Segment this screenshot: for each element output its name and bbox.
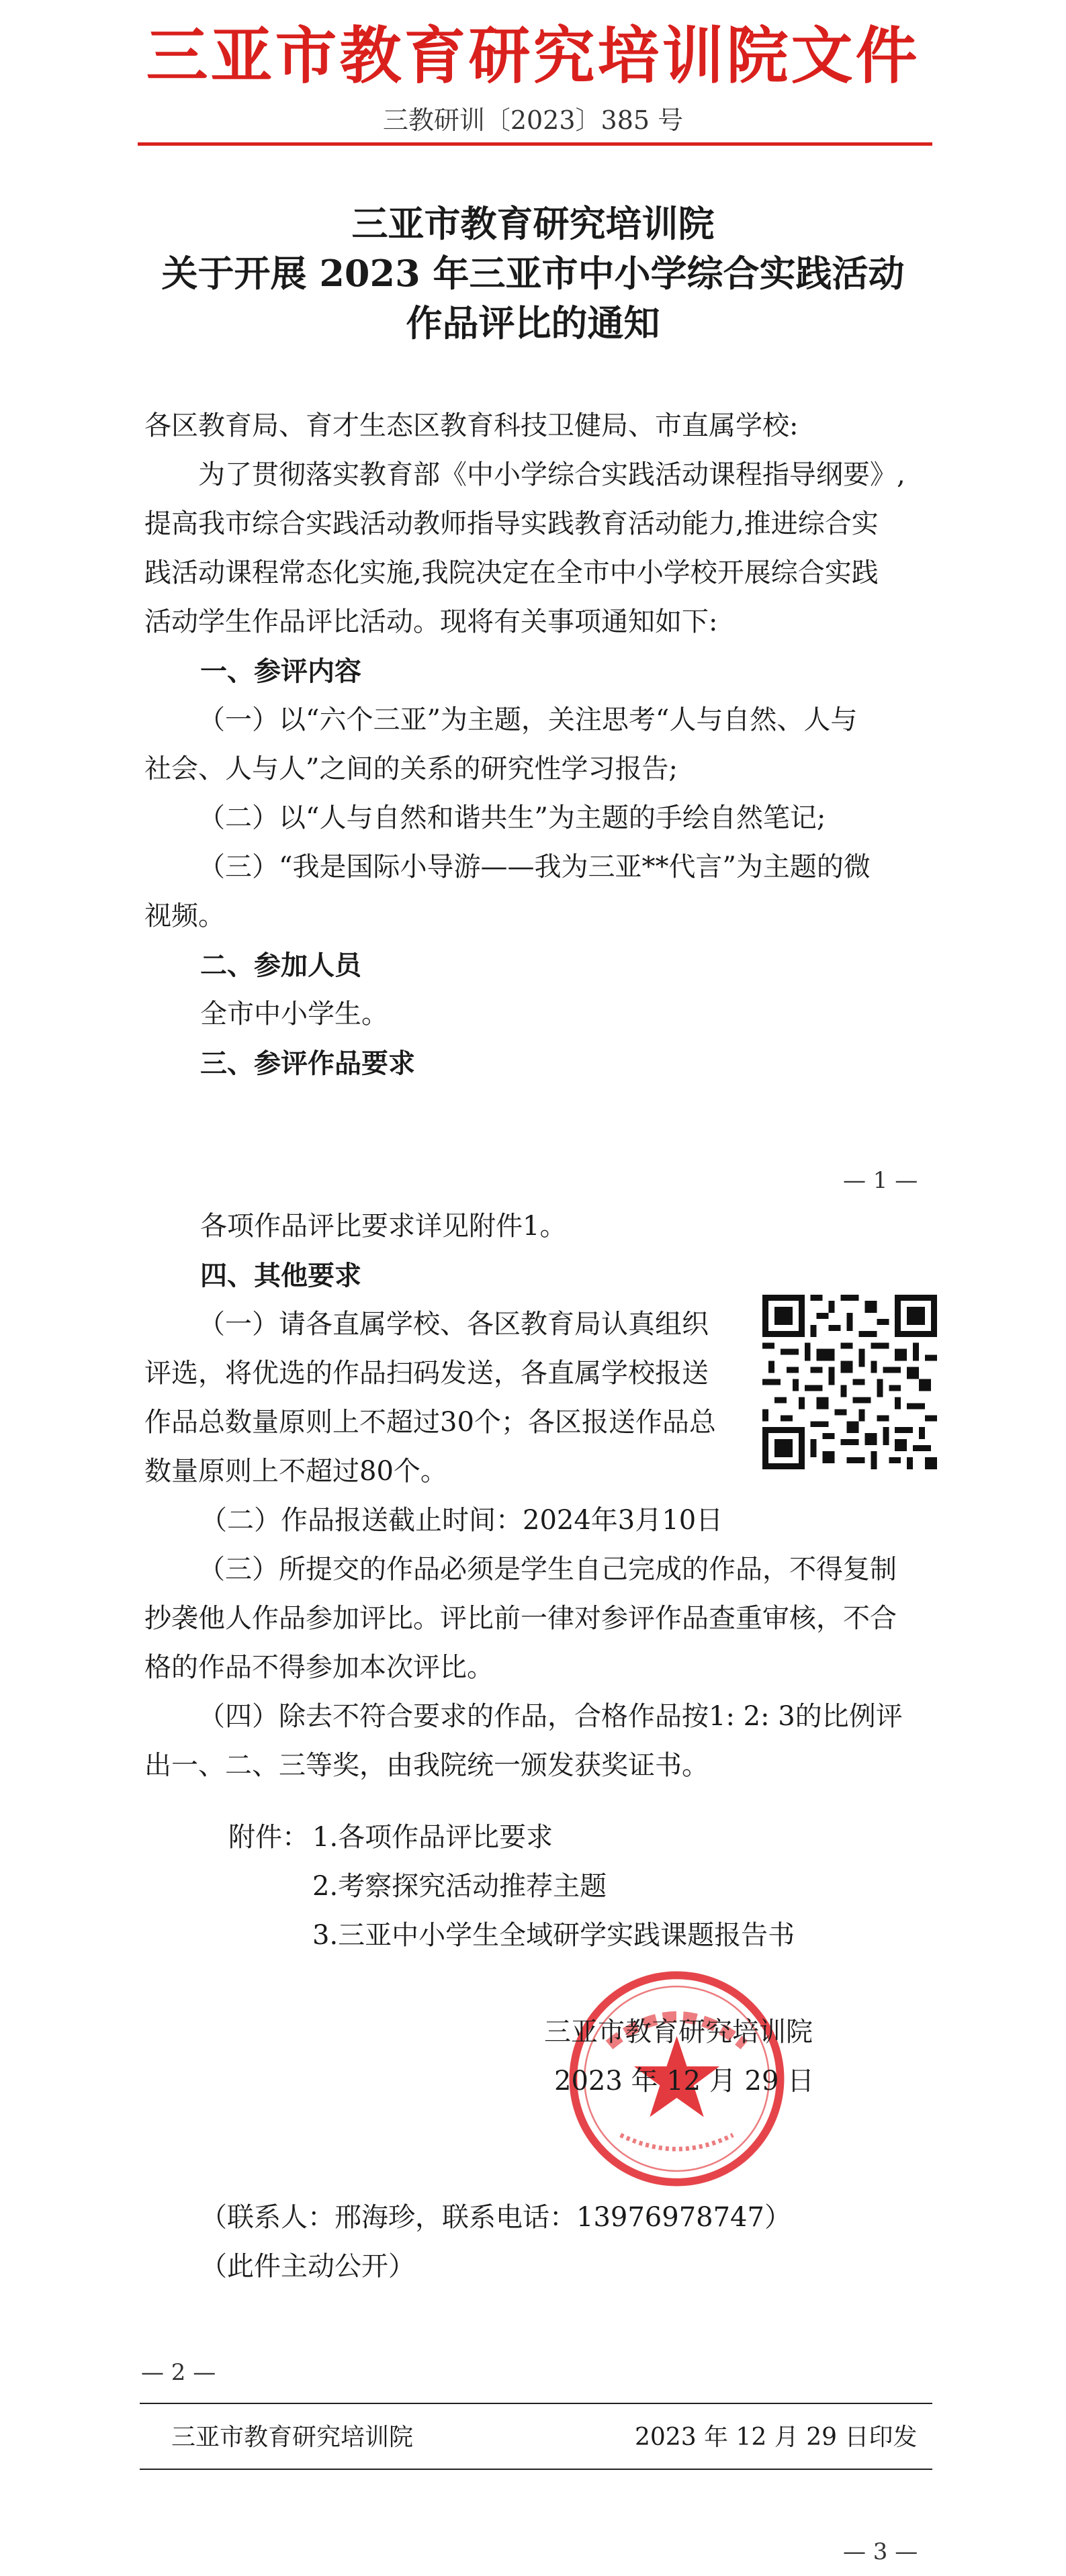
intro-line: 践活动课程常态化实施,我院决定在全市中小学校开展综合实践 (144, 557, 879, 588)
signature-org: 三亚市教育研究培训院 (544, 2017, 813, 2048)
attachment-item-1: 1.各项作品评比要求 (312, 1822, 553, 1853)
section4-item4 (144, 1692, 937, 1790)
section3-text: 各项作品评比要求详见附件1。 (200, 1211, 567, 1242)
qr-code-icon[interactable] (762, 1295, 937, 1469)
public-note: （此件主动公开） (200, 2251, 415, 2282)
attachments-label: 附件： (228, 1822, 309, 1853)
document-header-title: 三亚市教育研究培训院文件 (146, 19, 920, 92)
section4-item3-line: （三）所提交的作品必须是学生自己完成的作品，不得复制 (198, 1554, 897, 1585)
section4-item3-line: 抄袭他人作品参加评比。评比前一律对参评作品查重审核，不合 (144, 1603, 897, 1634)
notice-title-line3: 作品评比的通知 (406, 302, 660, 344)
section4-title: 四、其他要求 (200, 1260, 361, 1291)
section4-item4-line: （四）除去不符合要求的作品，合格作品按1: 2: 3的比例评 (198, 1701, 903, 1732)
footer-issuer: 三亚市教育研究培训院 (171, 2424, 414, 2451)
section1-title: 一、参评内容 (200, 655, 361, 687)
document-number: 三教研训〔2023〕385 号 (382, 105, 684, 135)
section1-line: （二）以“人与自然和谐共生”为主题的手绘自然笔记; (198, 802, 826, 833)
section4-item1-line: 数量原则上不超过80个。 (144, 1456, 447, 1487)
addressee: 各区教育局、育才生态区教育科技卫健局、市直属学校: (144, 410, 799, 441)
section4-item4-line: 出一、二、三等奖，由我院统一颁发获奖证书。 (144, 1750, 709, 1781)
section4-item3 (144, 1545, 937, 1692)
notice-title-line1: 三亚市教育研究培训院 (351, 202, 715, 245)
notice-title (0, 199, 1066, 348)
notice-title-line2: 关于开展 2023 年三亚市中小学综合实践活动 (161, 252, 905, 295)
section1-line: 社会、人与人”之间的关系的研究性学习报告; (144, 753, 678, 784)
footer-bottom-rule (140, 2469, 932, 2470)
intro-line: 为了贯彻落实教育部《中小学综合实践活动课程指导纲要》, (198, 459, 905, 490)
attachment-item-2: 2.考察探究活动推荐主题 (312, 1871, 607, 1902)
section1-line: 视频。 (144, 901, 225, 931)
section4-item3-line: 格的作品不得参加本次评比。 (144, 1652, 494, 1683)
page-number-1: — 1 — (843, 1167, 918, 1194)
page-number-3: — 3 — (843, 2538, 918, 2565)
section1-items (144, 696, 937, 941)
section4-item1-line: 评选，将优选的作品扫码发送，各直属学校报送 (144, 1358, 709, 1389)
contact-line: （联系人：邢海珍，联系电话：13976978747） (200, 2202, 791, 2233)
header-red-rule (138, 142, 932, 146)
section2-title: 二、参加人员 (200, 950, 361, 981)
section3-title: 三、参评作品要求 (200, 1048, 415, 1079)
section4-item1 (144, 1300, 749, 1496)
intro-line: 活动学生作品评比活动。现将有关事项通知如下: (144, 606, 718, 637)
attachments-list (312, 1813, 795, 1960)
intro-line: 提高我市综合实践活动教师指导实践教育活动能力,推进综合实 (144, 508, 879, 539)
section4-item1-line: （一）请各直属学校、各区教育局认真组织 (198, 1309, 709, 1340)
section1-line: （一）以“六个三亚”为主题，关注思考“人与自然、人与 (198, 704, 858, 735)
section4-item1-line: 作品总数量原则上不超过30个；各区报送作品总 (144, 1407, 716, 1438)
footer-print-date: 2023 年 12 月 29 日印发 (635, 2424, 918, 2451)
signature-date: 2023 年 12 月 29 日 (554, 2066, 815, 2097)
section2-text: 全市中小学生。 (200, 999, 388, 1029)
intro-paragraph (144, 451, 937, 647)
section4-item2: （二）作品报送截止时间：2024年3月10日 (200, 1505, 723, 1536)
attachment-item-3: 3.三亚中小学生全域研学实践课题报告书 (312, 1920, 795, 1951)
page-number-2: — 2 — (141, 2359, 216, 2386)
section1-line: （三）“我是国际小导游——我为三亚**代言”为主题的微 (198, 852, 871, 882)
footer-top-rule (140, 2403, 932, 2404)
